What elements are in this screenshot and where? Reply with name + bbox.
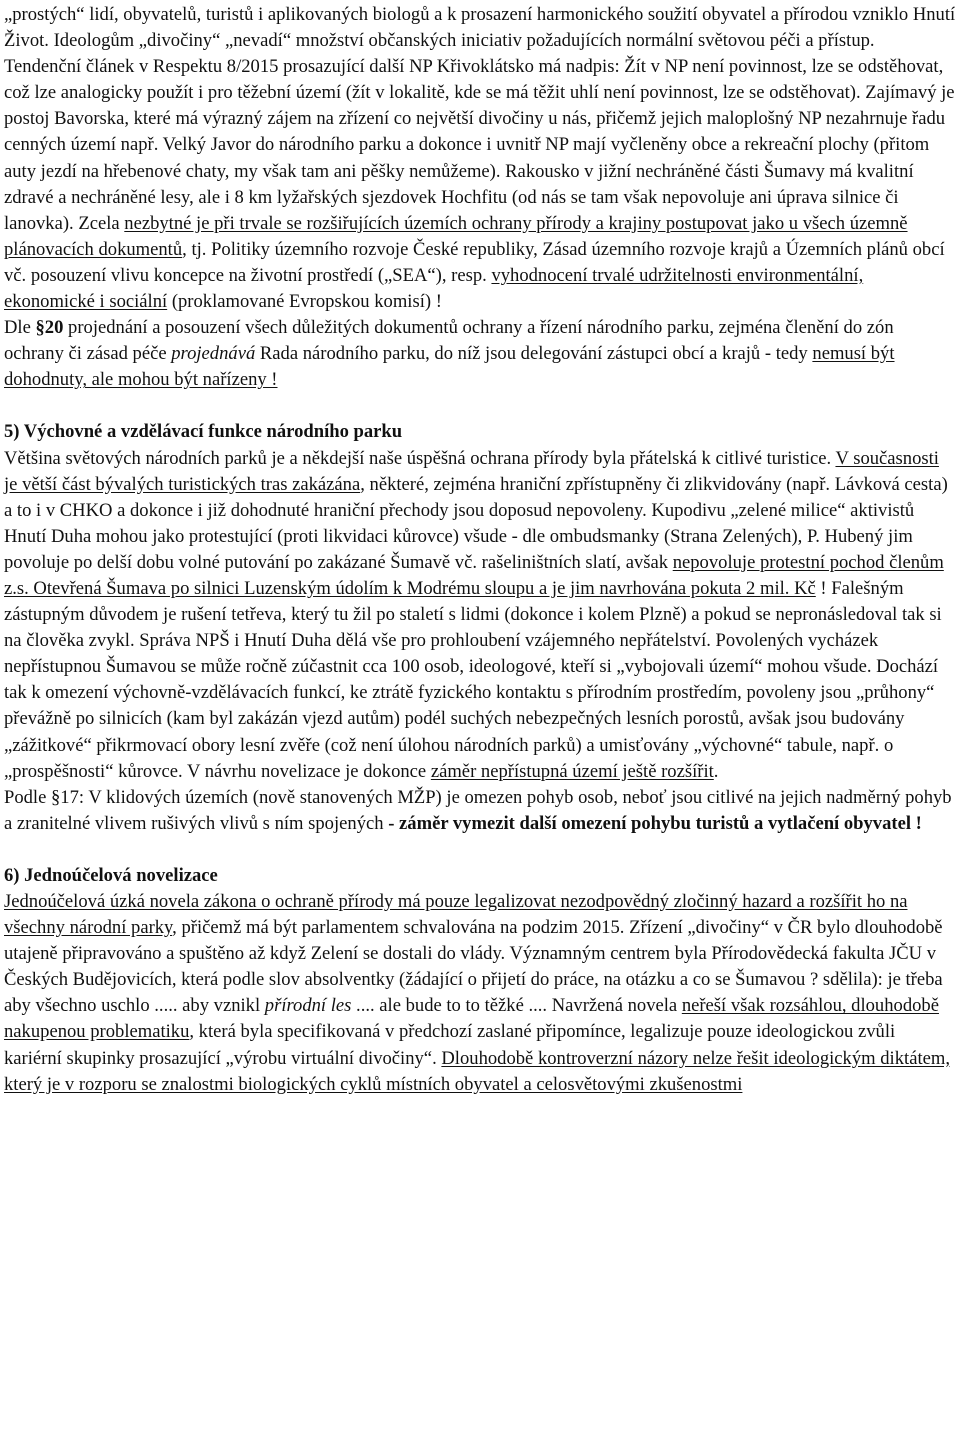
text-run: , některé, zejména hraniční zpřístupněny či zlikvidovány (např. Lávková cesta) a to i v CHKO a dokonce i již dohodnuté hraniční přechody jsou doposud nepovoleny. Kupodivu „zelené milice“ aktivistů Hnutí Duha mohou jako protestující (proti likvidaci kůrovce) všude - dle ombudsmanky (Strana Zelených), P. Hubený jim povoluje po delší dobu volné putování po zakázané Šumavě vč. rašeliništních slatí, avšak: [4, 473, 948, 573]
text-run: Dle: [4, 317, 36, 339]
text-run: .: [713, 760, 719, 782]
underlined-text: záměr nepřístupná území ještě rozšířit: [430, 760, 714, 782]
underlined-text: Dlouhodobě kontroverzní názory nelze řešit ideologickým diktátem, který je v rozporu se znalostmi biologických cyklů místních obyvatel a celosvětovými zkušenostmi: [4, 1047, 950, 1095]
underlined-text: neřeší však rozsáhlou, dlouhodobě nakupenou problematiku: [4, 995, 939, 1043]
text-run: Většina světových národních parků je a někdejší naše úspěšná ochrana přírody byla přátelská k citlivé turistice.: [4, 447, 836, 469]
text-run: , která byla specifikovaná v předchozí zaslané připomínce, legalizuje pouze ideologickou zvůli kariérní skupinky prosazující „výrobu virtuální divočiny“.: [4, 1021, 896, 1069]
text-run: , tj. Politiky územního rozvoje České republiky, Zásad územního rozvoje krajů a Územních plánů obcí vč. posouzení vlivu koncepce na životní prostředí („SEA“), resp.: [4, 238, 945, 286]
paragraph-education: [4, 446, 956, 785]
paragraph-section-17: [4, 785, 956, 837]
underlined-text: Jednoúčelová úzká novela zákona o ochraně přírody má pouze legalizovat nezodpovědný zločinný hazard a rozšířit ho na všechny národní parky: [4, 891, 908, 939]
bold-text: - záměr vymezit další omezení pohybu turistů a vytlačení obyvatel !: [388, 812, 922, 834]
underlined-text: V současnosti je větší část bývalých turistických tras zakázána: [4, 447, 939, 495]
italic-text: přírodní les: [264, 995, 352, 1017]
underlined-text: vyhodnocení trvalé udržitelnosti environmentální, ekonomické i sociální: [4, 264, 864, 313]
text-run: .... ale bude to to těžké .... Navržená novela: [351, 995, 682, 1017]
document-page: [4, 2, 956, 1098]
bold-text: §20: [35, 317, 64, 339]
underlined-text: nepovoluje protestní pochod členům z.s. Otevřená Šumava po silnici Luzenským údolím k Modrému sloupu a je jim navrhována pokuta 2 mil. Kč: [4, 551, 944, 599]
text-run: (proklamované Evropskou komisí) !: [167, 291, 442, 313]
section-heading-5: 5) Výchovné a vzdělávací funkce národního parku: [4, 421, 403, 443]
text-run: Podle §17: V klidových územích (nově stanovených MŽP) je omezen pohyb osob, neboť jsou citlivé na jejich nadměrný pohyb a zranitelné vlivem rušivých vlivů s ním spojených: [4, 786, 952, 834]
paragraph-novelization: [4, 889, 956, 1098]
section-heading-6: 6) Jednoúčelová novelizace: [4, 864, 218, 886]
text-run: , přičemž má být parlamentem schvalována na podzim 2015. Zřízení „divočiny“ v ČR bylo dlouhodobě utajeně připravováno a spuštěno až když Zelení se dostali do vlády. Významným centrem byla Přírodovědecká fakulta JČU v Českých Budějovicích, která podle slov absolventky (žádající o přijetí do práce, na otázku a co se Šumavou ? sdělila): je třeba aby všechno uschlo ..... aby vznikl: [4, 917, 943, 1017]
text-run: projednání a posouzení všech důležitých dokumentů ochrany a řízení národního parku, zejména členění do zón ochrany či zásad péče: [4, 317, 894, 365]
text-run: „prostých“ lidí, obyvatelů, turistů i aplikovaných biologů a k prosazení harmonického soužití obyvatel a přírodou vzniklo Hnutí Život. Ideologům „divočiny“ „nevadí“ množství občanských iniciativ požadujících normální světovou péči a přístup. Tendenční článek v Respektu 8/2015 prosazující další NP Křivoklátsko má nadpis: Žít v NP není povinnost, lze se odstěhovat, což lze analogicky použít i pro těžební území (žít v lokalitě, kde se má těžit uhlí není povinnost, lze se odstěhovat). Zajímavý je postoj Bavorska, které má výrazný zájem na zřízení co největší divočiny u nás, přičemž jejich maloplošný NP nezahrnuje řadu cenných území např. Velký Javor do národního parku a dokonce i uvnitř NP mají vyčleněny obce a rekreační plochy (přitom auty jezdí na hřebenové chaty, my však tam ani pěšky nemůžeme). Rakousko v jižní nechráněné části Šumavy má kvalitní zdravé a nechráněné lesy, ale i 8 km lyžařských sjezdovek Hochfitu (od nás se tam však nepovoluje ani úprava silnice či lanovka). Zcela: [4, 4, 956, 234]
paragraph-ideology: [4, 2, 956, 315]
paragraph-section-20: [4, 315, 956, 393]
text-run: Rada národního parku, do níž jsou delegování zástupci obcí a krajů - tedy: [255, 343, 813, 365]
italic-text: projednává: [171, 343, 256, 365]
underlined-text: nezbytné je při trvale se rozšiřujících územích ochrany přírody a krajiny postupovat jako u všech územně plánovacích dokumentů: [4, 212, 908, 260]
text-run: ! Falešným zástupným důvodem je rušení tetřeva, který tu žil po staletí s lidmi (dokonce i kolem Plzně) a pokud se nepronásledoval tak si na člověka zvykl. Správa NPŠ i Hnutí Duha dělá vše pro prohloubení vzájemného nepřátelství. Povolených vycházek nepřístupnou Šumavou se může ročně zúčastnit cca 100 osob, ideologové, kteří si „vybojovali území“ mohou všude. Dochází tak k omezení výchovně-vzdělávacích funkcí, ke ztrátě fyzického kontaktu s přírodním prostředím, povoleny jsou „průhony“ převážně po silnicích (kam byl zakázán vjezd autům) podél suchých nebezpečných lesních porostů, avšak jsou budovány „zážitkové“ přikrmovací obory lesní zvěře (což není úlohou národních parků) a umisťovány „výchovné“ tabule, např. o „prospěšnosti“ kůrovce. V návrhu novelizace je dokonce: [4, 577, 942, 782]
paragraph-gap: [4, 393, 956, 419]
underlined-text: nemusí být dohodnuty, ale mohou být nařízeny !: [4, 343, 895, 391]
paragraph-gap: [4, 837, 956, 863]
